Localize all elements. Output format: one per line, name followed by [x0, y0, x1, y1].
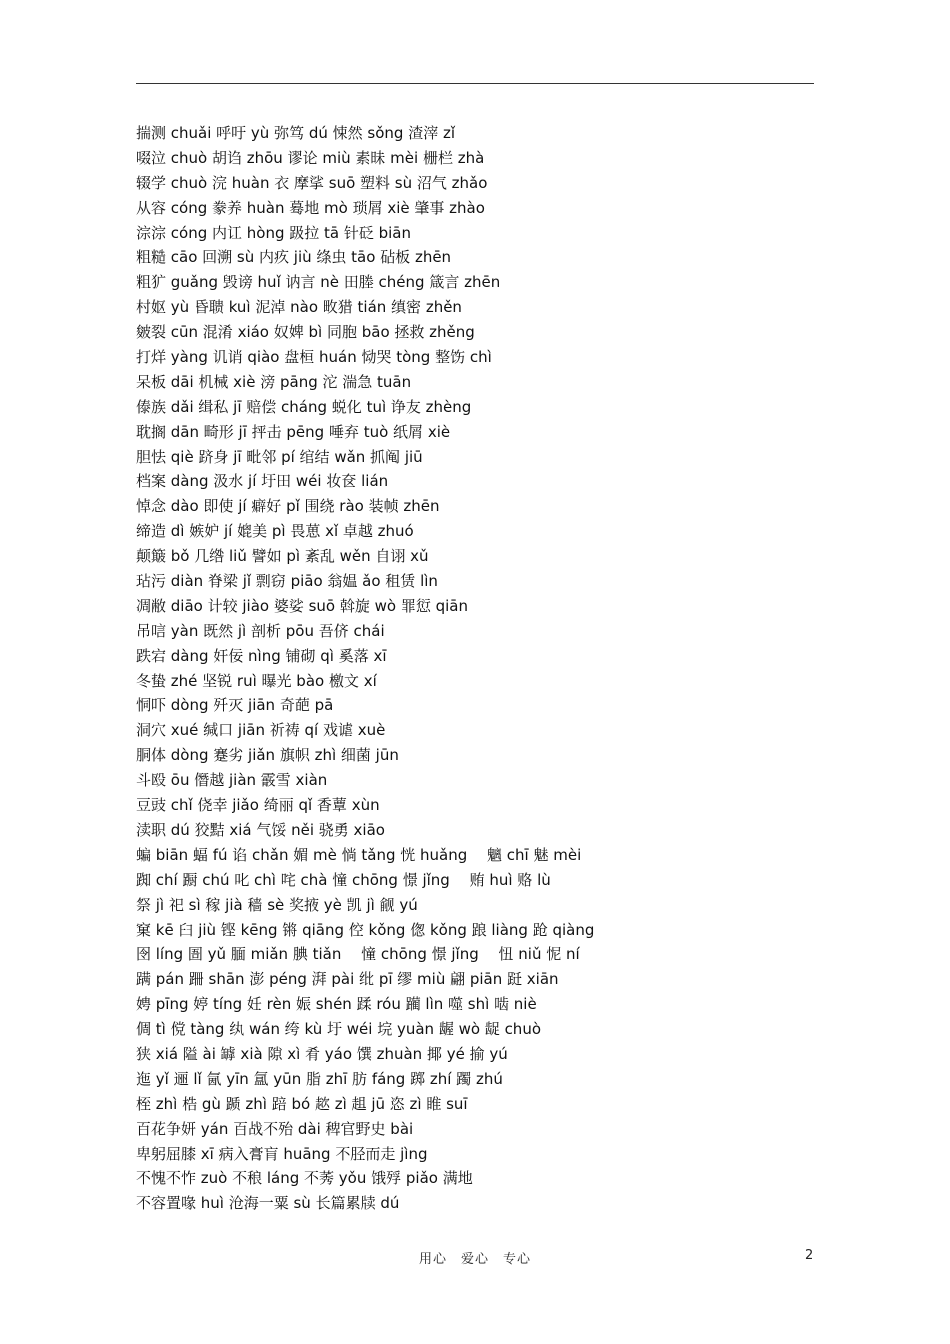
vocab-line: 不容置喙 huì 沧海一粟 sù 长篇累牍 dú [136, 1194, 400, 1213]
vocab-line: 耽搁 dān 畸形 jī 抨击 pēng 唾弃 tuò 纸屑 xiè [136, 422, 451, 441]
vocab-line: 从容 cóng 豢养 huàn 蓦地 mò 琐屑 xiè 肇事 zhào [136, 198, 485, 217]
vocab-line: 吊唁 yàn 既然 jì 剖析 pōu 吾侪 chái [136, 621, 385, 640]
vocab-line: 倜 tì 傥 tàng 纨 wán 绔 kù 圩 wéi 垸 yuàn 龌 wò 龊 chuò [136, 1020, 542, 1039]
footer-motto: 用心 爱心 专心 [418, 1252, 531, 1267]
vocab-line: 狭 xiá 隘 ài 罅 xià 隙 xì 肴 yáo 馔 zhuàn 揶 yé 揄 yú [136, 1044, 508, 1063]
vocab-line: 冬蛰 zhé 坚锐 ruì 曝光 bào 檄文 xí [136, 671, 377, 690]
page-number: 2 [805, 1248, 814, 1263]
vocab-line: 档案 dàng 汲水 jí 圩田 wéi 妆奁 lián [136, 472, 389, 491]
vocab-line: 百花争妍 yán 百战不殆 dài 稗官野史 bài [136, 1119, 414, 1138]
vocab-line: 洞穴 xué 缄口 jiān 祈祷 qí 戏谑 xuè [136, 721, 386, 740]
vocab-line: 不愧不怍 zuò 不稂 láng 不莠 yǒu 饿殍 piǎo 满地 [136, 1169, 473, 1188]
vocab-line: 窠 kē 臼 jiù 铿 kēng 锵 qiāng 倥 kǒng 偬 kǒng 踉 liàng 跄 qiàng [136, 920, 595, 939]
vocab-line: 渎职 dú 狡黠 xiá 气馁 něi 骁勇 xiāo [136, 820, 385, 839]
vocab-line: 娉 pīng 婷 tíng 妊 rèn 娠 shén 蹂 róu 躏 lìn 噬 shì 啮 niè [136, 995, 537, 1014]
header-rule [136, 83, 814, 84]
vocabulary-list [136, 121, 816, 1216]
vocab-line: 踟 chí 蹰 chú 叱 chì 咤 chà 憧 chōng 憬 jǐng 贿 huì 赂 lù [136, 870, 551, 889]
vocab-line: 祭 jì 祀 sì 稼 jià 穑 sè 奖掖 yè 凯 jì 觎 yú [136, 895, 418, 914]
vocab-line: 迤 yǐ 逦 lǐ 氤 yīn 氲 yūn 脂 zhī 肪 fáng 踯 zhí 躅 zhú [136, 1069, 503, 1088]
vocab-line: 玷污 diàn 脊梁 jǐ 剽窃 piāo 翁媪 ǎo 租赁 lìn [136, 572, 438, 591]
vocab-line: 囹 líng 圄 yǔ 腼 miǎn 腆 tiǎn 憧 chōng 憬 jǐng 忸 niǔ 怩 ní [136, 945, 580, 964]
vocab-line: 悼念 dào 即使 jí 癖好 pǐ 围绕 rào 装帧 zhēn [136, 497, 440, 516]
vocab-line: 胴体 dòng 蹇劣 jiǎn 旗帜 zhì 细菌 jūn [136, 746, 399, 765]
vocab-line: 粗糙 cāo 回溯 sù 内疚 jiù 绦虫 tāo 砧板 zhēn [136, 248, 452, 267]
vocab-line: 村妪 yù 昏聩 kuì 泥淖 nào 畋猎 tián 缜密 zhěn [136, 298, 462, 317]
vocab-line: 揣测 chuǎi 呼吁 yù 弥笃 dú 悚然 sǒng 渣滓 zǐ [136, 124, 456, 142]
vocab-line: 跌宕 dàng 奸佞 nìng 铺砌 qì 奚落 xī [136, 646, 387, 665]
vocab-line: 恫吓 dòng 歼灭 jiān 奇葩 pā [136, 696, 334, 715]
vocab-line: 傣族 dǎi 缉私 jī 赔偿 cháng 蜕化 tuì 诤友 zhèng [136, 397, 472, 416]
vocab-line: 胆怯 qiè 跻身 jī 毗邻 pí 绾结 wǎn 抓阄 jiū [136, 447, 423, 466]
vocab-line: 蹒 pán 跚 shān 澎 péng 湃 pài 纰 pī 缪 miù 翩 piān 跹 xiān [136, 970, 559, 989]
vocab-line: 呆板 dāi 机械 xiè 滂 pāng 沱 湍急 tuān [136, 372, 412, 391]
vocab-line: 斗殴 ōu 僭越 jiàn 霰雪 xiàn [136, 771, 328, 790]
vocab-line: 凋敝 diāo 计较 jiào 婆娑 suō 斡旋 wò 罪愆 qiān [136, 596, 469, 615]
vocab-line: 打烊 yàng 讥诮 qiào 盘桓 huán 恸哭 tòng 整饬 chì [136, 348, 492, 367]
vocab-line: 桎 zhì 梏 gù 踬 zhì 踣 bó 趑 zì 趄 jū 恣 zì 睢 suī [136, 1094, 468, 1113]
vocab-line: 蝙 biān 蝠 fú 谄 chǎn 媚 mè 惝 tǎng 恍 huǎng 魑 chī 魅 mèi [136, 845, 582, 864]
vocab-line: 辍学 chuò 浣 huàn 衣 摩挲 suō 塑料 sù 沼气 zhǎo [136, 173, 488, 192]
vocab-line: 啜泣 chuò 胡诌 zhōu 谬论 miù 素昧 mèi 栅栏 zhà [136, 148, 485, 167]
vocab-line: 皴裂 cūn 混淆 xiáo 奴婢 bì 同胞 bāo 拯救 zhěng [136, 323, 475, 342]
vocab-line: 豆豉 chǐ 侥幸 jiǎo 绮丽 qǐ 香蕈 xùn [136, 796, 380, 815]
vocab-line: 卑躬屈膝 xī 病入膏肓 huāng 不胫而走 jìng [136, 1144, 428, 1163]
vocab-line: 颠簸 bǒ 几绺 liǔ 譬如 pì 紊乱 wěn 自诩 xǔ [136, 547, 429, 566]
vocab-line: 粗犷 guǎng 毁谤 huǐ 讷言 nè 田塍 chéng 箴言 zhēn [136, 273, 501, 292]
vocab-line: 淙淙 cóng 内讧 hòng 趿拉 tā 针砭 biān [136, 223, 412, 242]
vocab-line: 缔造 dì 嫉妒 jí 媲美 pì 畏葸 xǐ 卓越 zhuó [136, 522, 414, 541]
